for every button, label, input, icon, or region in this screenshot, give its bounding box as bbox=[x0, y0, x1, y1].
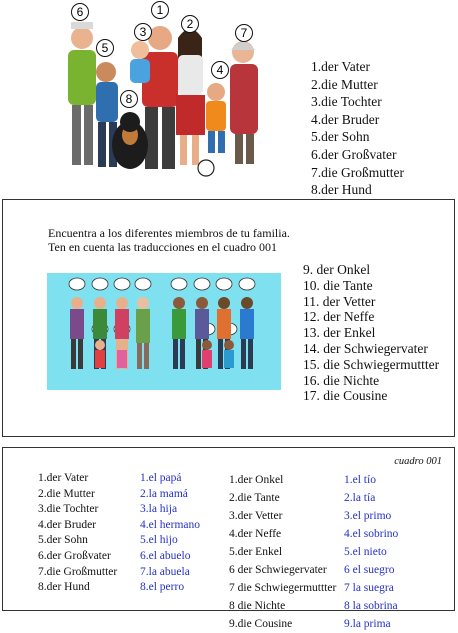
mother-figure bbox=[176, 29, 205, 165]
list-item: 9. der Onkel bbox=[303, 262, 371, 277]
instruction-line: Encuentra a los diferentes miembros de tu familia. bbox=[48, 226, 290, 240]
instruction-line: Ten en cuenta las traducciones en el cuadro 001 bbox=[48, 239, 278, 254]
list-item: 5.el hijo bbox=[140, 534, 178, 547]
svg-text:5: 5 bbox=[101, 41, 109, 55]
list-item: 3.el primo bbox=[344, 510, 392, 522]
list-item: 7.die Großmutter bbox=[311, 164, 404, 180]
list-item: 13. der Enkel bbox=[303, 325, 376, 341]
svg-text:1: 1 bbox=[156, 3, 164, 17]
spanish-list-1 bbox=[140, 471, 200, 596]
german-list-1 bbox=[38, 471, 117, 596]
list-item: 4.der Bruder bbox=[311, 111, 380, 127]
list-item: 8 la sobrina bbox=[344, 600, 398, 612]
list-item: 5.el nieto bbox=[344, 546, 387, 558]
list-item: 8.der Hund bbox=[311, 182, 372, 198]
svg-text:4: 4 bbox=[216, 63, 224, 77]
list-item: 3.der Vetter bbox=[229, 510, 283, 522]
list-item: 9.die Cousine bbox=[229, 618, 293, 630]
list-item: 7 la suegra bbox=[344, 582, 394, 594]
list-item: 3.die Tochter bbox=[38, 503, 99, 516]
list-item: 2.die Tante bbox=[229, 492, 280, 504]
svg-text:2: 2 bbox=[186, 17, 194, 31]
svg-text:8: 8 bbox=[125, 92, 133, 106]
cuadro-label: cuadro 001 bbox=[394, 456, 442, 467]
list-item: 7 die Schwiegermuttter bbox=[229, 582, 337, 594]
list-item: 7.la abuela bbox=[140, 565, 190, 578]
list-item: 4.el sobrino bbox=[344, 528, 399, 540]
list-item: 9.la prima bbox=[344, 618, 391, 630]
dog-figure bbox=[112, 112, 148, 169]
list-item: 2.la mamá bbox=[140, 487, 188, 500]
list-item: 2.die Mutter bbox=[38, 487, 95, 500]
list-item: 4.el hermano bbox=[140, 518, 201, 531]
list-item: 6 der Schwiegervater bbox=[229, 564, 327, 576]
list-item: 8 die Nichte bbox=[229, 600, 286, 612]
list-item: 6.der Großvater bbox=[311, 146, 397, 162]
list-item: 6.el abuelo bbox=[140, 549, 191, 562]
list-item: 8.der Hund bbox=[38, 581, 90, 594]
list-item: 2.die Mutter bbox=[311, 76, 378, 92]
german-list-2 bbox=[229, 471, 336, 633]
list-item: 1.der Vater bbox=[311, 59, 370, 74]
list-item: 17. die Cousine bbox=[303, 388, 388, 404]
family-illustration bbox=[30, 0, 270, 185]
list-item: 2.la tía bbox=[344, 492, 376, 504]
list-item: 6 el suegro bbox=[344, 564, 395, 576]
grandmother-figure bbox=[230, 41, 258, 164]
instructions bbox=[48, 227, 290, 254]
list-item: 15. die Schwiegermuttter bbox=[303, 356, 440, 372]
grandfather-figure bbox=[68, 22, 96, 165]
svg-text:3: 3 bbox=[139, 25, 147, 39]
list-item: 1.der Onkel bbox=[229, 474, 284, 486]
list-item: 8.el perro bbox=[140, 581, 185, 594]
list-item: 14. der Schwiegervater bbox=[303, 340, 428, 356]
list-item: 10. die Tante bbox=[303, 277, 373, 293]
list-item: 16. die Nichte bbox=[303, 372, 380, 388]
list-item: 11. der Vetter bbox=[303, 293, 376, 309]
list-item: 3.die Tochter bbox=[311, 94, 382, 110]
list-item: 5.der Sohn bbox=[38, 534, 88, 547]
daughter-figure bbox=[130, 41, 150, 83]
list-item: 4.der Bruder bbox=[38, 518, 97, 531]
svg-text:7: 7 bbox=[240, 26, 248, 40]
extended-family-illustration bbox=[47, 273, 281, 390]
list-item: 5.der Sohn bbox=[311, 129, 370, 145]
list-item: 4.der Neffe bbox=[229, 528, 282, 540]
svg-text:6: 6 bbox=[76, 5, 84, 19]
list-item: 1.el tío bbox=[344, 474, 376, 486]
list-item: 1.der Vater bbox=[38, 472, 89, 484]
list-item: 3.la hija bbox=[140, 503, 178, 516]
extended-vocab-list bbox=[303, 262, 439, 404]
list-item: 1.el papá bbox=[140, 472, 182, 484]
top-vocab-list bbox=[311, 58, 404, 199]
list-item: 12. der Neffe bbox=[303, 309, 375, 325]
list-item: 7.die Großmutter bbox=[38, 565, 118, 578]
list-item: 6.der Großvater bbox=[38, 549, 111, 562]
spanish-list-2 bbox=[344, 471, 398, 633]
list-item: 5.der Enkel bbox=[229, 546, 283, 558]
